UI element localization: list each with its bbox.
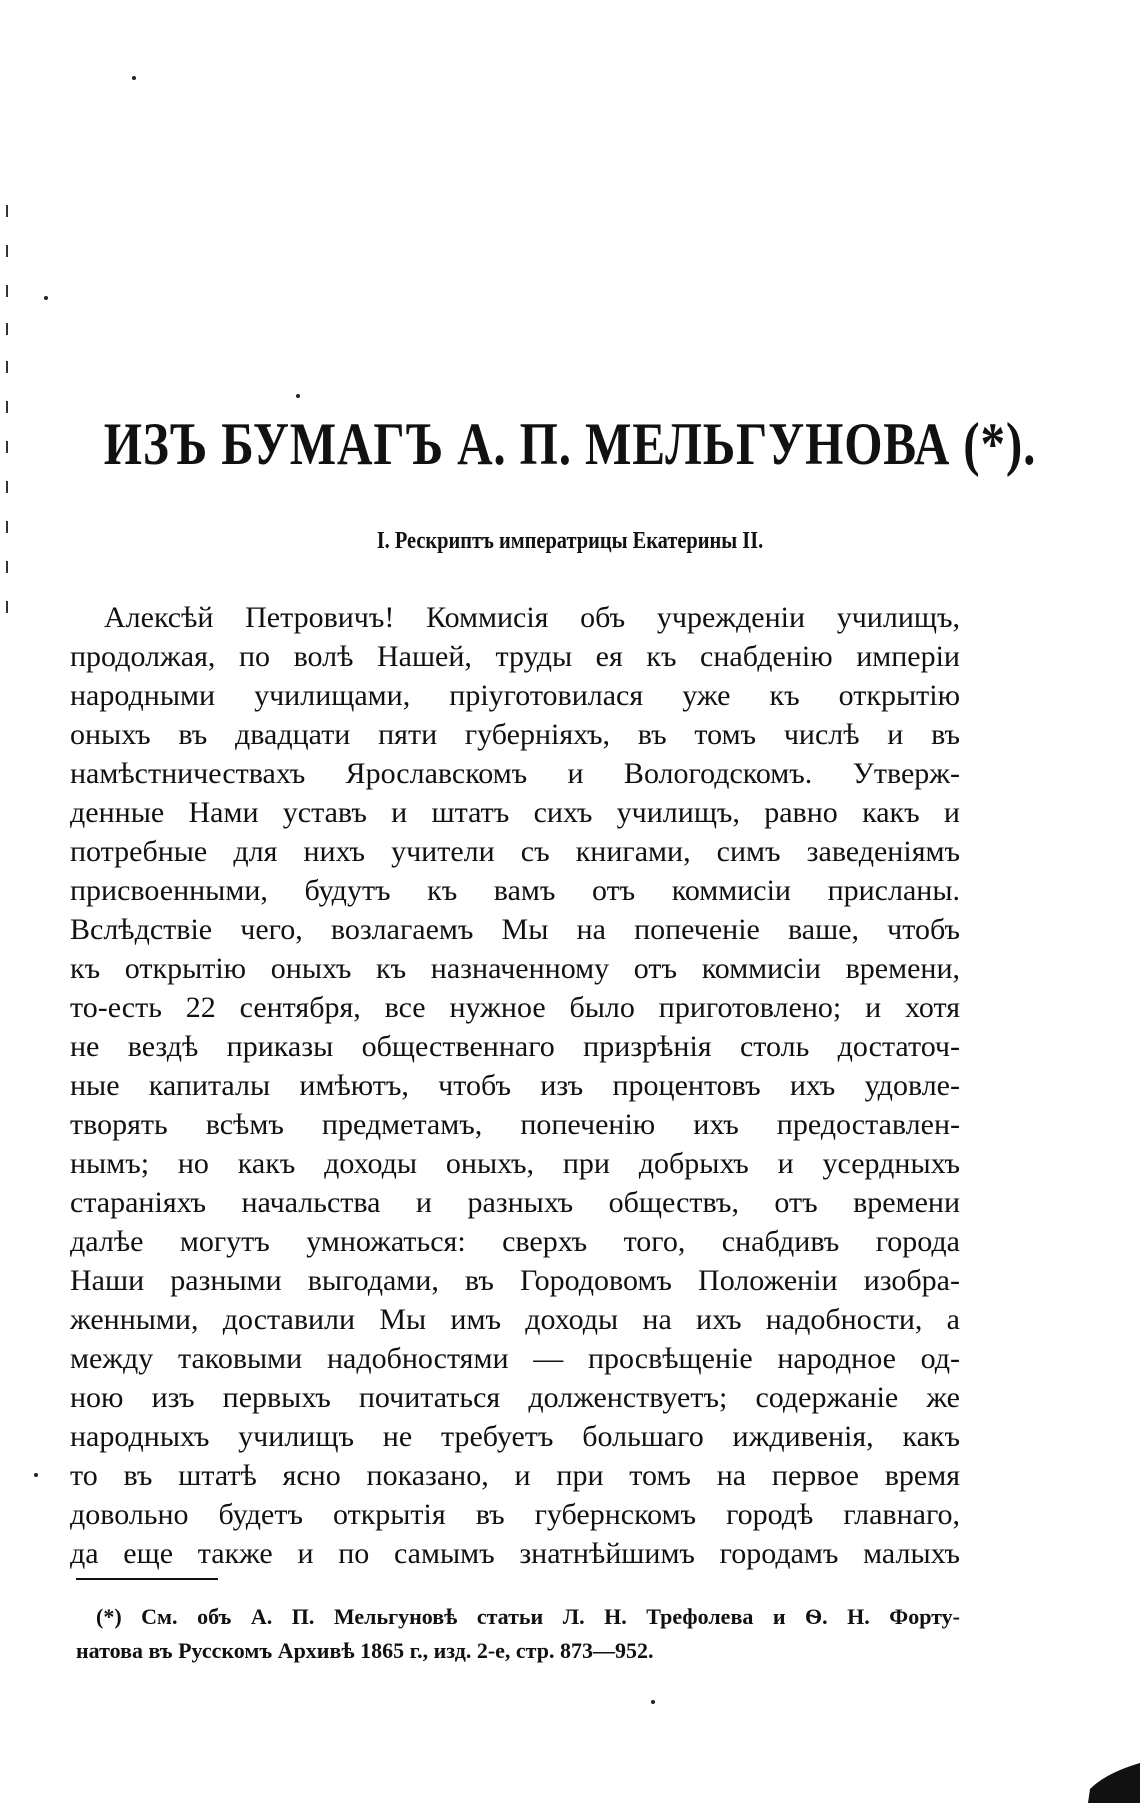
- text-line: то-есть 22 сентября, все нужное было приготовлено; и хотя: [70, 991, 960, 1024]
- text-line: не вездѣ приказы общественнаго призрѣнія столь достаточ-: [70, 1030, 960, 1063]
- text-line: да еще также и по самымъ знатнѣйшимъ городамъ малыхъ: [70, 1537, 960, 1570]
- text-line: далѣе могутъ умножаться: сверхъ того, снабдивъ города: [70, 1225, 960, 1258]
- text-line: намѣстничествахъ Ярославскомъ и Вологодскомъ. Утверж-: [70, 757, 960, 790]
- text-line: Алексѣй Петровичъ! Коммисія объ учрежденіи училищъ,: [104, 601, 960, 634]
- body-text: [70, 598, 960, 1573]
- corner-blot-shape: [1088, 1759, 1140, 1803]
- margin-mark: [6, 323, 8, 335]
- text-line: присвоенными, будутъ къ вамъ отъ коммисіи присланы.: [70, 874, 960, 907]
- text-line: творять всѣмъ предметамъ, попеченію ихъ предоставлен-: [70, 1108, 960, 1141]
- text-line: къ открытію оныхъ къ назначенному отъ коммисіи времени,: [70, 952, 960, 985]
- text-line: ные капиталы имѣютъ, чтобъ изъ процентовъ ихъ удовле-: [70, 1069, 960, 1102]
- margin-mark: [6, 285, 8, 297]
- article-title: ИЗЪ БУМАГЪ А. П. МЕЛЬГУНОВА (*).: [103, 411, 1037, 477]
- text-line: потребные для нихъ учители съ книгами, симъ заведеніямъ: [70, 835, 960, 868]
- text-line: продолжая, по волѣ Нашей, труды ея къ снабденію имперіи: [70, 640, 960, 673]
- text-line: Наши разными выгодами, въ Городовомъ Положеніи изобра-: [70, 1264, 960, 1297]
- margin-mark: [6, 441, 8, 453]
- margin-mark: [6, 361, 8, 373]
- text-line: между таковыми надобностями — просвѣщеніе народное од-: [70, 1342, 960, 1375]
- text-line: стараніяхъ начальства и разныхъ обществъ, отъ времени: [70, 1186, 960, 1219]
- text-line: нымъ; но какъ доходы оныхъ, при добрыхъ и усердныхъ: [70, 1147, 960, 1180]
- text-line: Вслѣдствіе чего, возлагаемъ Мы на попеченіе ваше, чтобъ: [70, 913, 960, 946]
- margin-mark: [6, 601, 8, 613]
- margin-mark: [6, 481, 8, 493]
- ink-speck: [296, 394, 300, 398]
- text-line: денные Нами уставъ и штатъ сихъ училищъ, равно какъ и: [70, 796, 960, 829]
- text-line: оныхъ въ двадцати пяти губерніяхъ, въ томъ числѣ и въ: [70, 718, 960, 751]
- text-line: народными училищами, пріуготовилася уже къ открытію: [70, 679, 960, 712]
- margin-mark: [6, 521, 8, 533]
- text-line: ною изъ первыхъ почитаться долженствуетъ; содержаніе же: [70, 1381, 960, 1414]
- footnote-divider: [76, 1578, 218, 1580]
- text-line: женными, доставили Мы имъ доходы на ихъ надобности, а: [70, 1303, 960, 1336]
- margin-marks: [4, 205, 12, 625]
- ink-speck: [44, 296, 48, 300]
- section-heading: I. Рескриптъ императрицы Екатерины II.: [376, 528, 764, 554]
- margin-mark: [6, 401, 8, 413]
- footnote: [76, 1600, 960, 1668]
- margin-mark: [6, 245, 8, 257]
- text-line: то въ штатѣ ясно показано, и при томъ на первое время: [70, 1459, 960, 1492]
- text-line: народныхъ училищъ не требуетъ большаго иждивенія, какъ: [70, 1420, 960, 1453]
- footnote-line: натова въ Русскомъ Архивѣ 1865 г., изд. 2-е, стр. 873—952.: [76, 1638, 654, 1663]
- text-line: довольно будетъ открытія въ губернскомъ городѣ главнаго,: [70, 1498, 960, 1531]
- margin-mark: [6, 205, 8, 217]
- ink-speck: [34, 1473, 38, 1477]
- footnote-line: (*) См. объ А. П. Мельгуновѣ статьи Л. Н. Трефолева и Ѳ. Н. Форту-: [96, 1604, 960, 1629]
- ink-speck: [651, 1700, 655, 1704]
- ink-speck: [132, 76, 136, 80]
- margin-mark: [6, 561, 8, 573]
